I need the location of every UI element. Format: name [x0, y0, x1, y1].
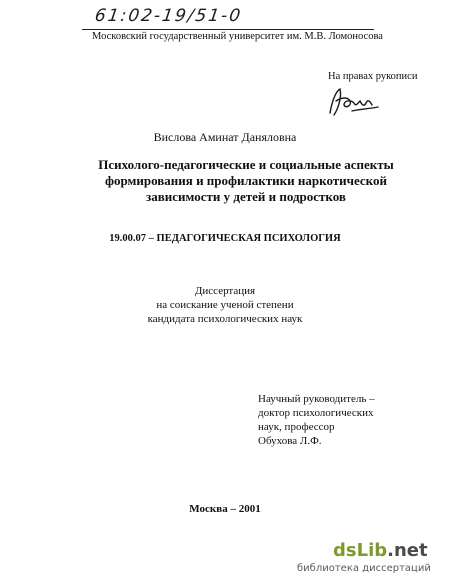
title-line: Психолого-педагогические и социальные аспекты: [98, 157, 394, 172]
supervisor-block: [258, 392, 428, 448]
watermark-logo[interactable]: [333, 540, 428, 561]
title-line: формирования и профилактики наркотической: [105, 173, 387, 188]
author-name: Вислова Аминат Даняловна: [153, 130, 297, 144]
degree-line: на соискание ученой степени: [156, 299, 294, 311]
specialty-code: 19.00.07 – ПЕДАГОГИЧЕСКАЯ ПСИХОЛОГИЯ: [109, 233, 341, 244]
degree-line: кандидата психологических наук: [147, 313, 303, 325]
rights-note: На правах рукописи: [328, 71, 418, 82]
header-divider: [82, 29, 374, 30]
watermark-logo-part: dsLib: [333, 540, 388, 561]
supervisor-line: доктор психологических: [258, 407, 374, 419]
supervisor-line: наук, профессор: [258, 421, 335, 433]
supervisor-line: Научный руководитель –: [258, 393, 375, 405]
signature-icon: [322, 83, 382, 119]
university-name: Московский государственный университет им. М.В. Ломоносова: [92, 31, 383, 42]
degree-statement: [0, 284, 450, 326]
archive-number: 61:02-19/51-0: [93, 6, 244, 26]
supervisor-line: Обухова Л.Ф.: [258, 435, 322, 447]
city-year: Москва – 2001: [189, 503, 261, 515]
watermark-caption: библиотека диссертаций: [297, 563, 431, 574]
watermark-logo-part: .net: [387, 540, 428, 561]
dissertation-title: [96, 157, 396, 205]
title-line: зависимости у детей и подростков: [146, 189, 346, 204]
degree-line: Диссертация: [194, 285, 256, 297]
